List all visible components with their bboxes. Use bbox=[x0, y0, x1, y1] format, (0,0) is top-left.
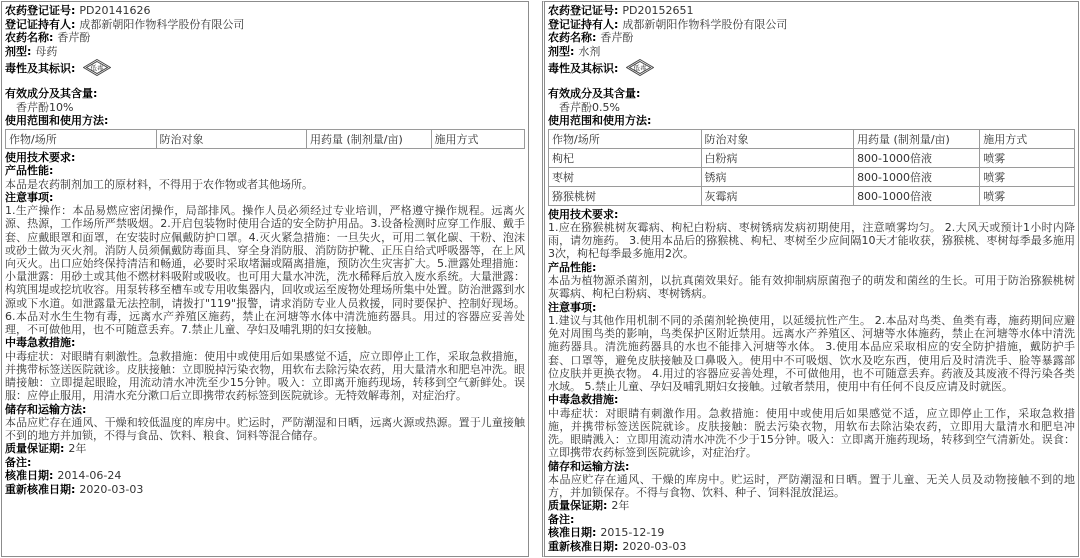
first-aid-text: 中毒症状：对眼睛有刺激性。急救措施：使用中或使用后如果感觉不适，应立即停止工作，采取急救措施，并携带标签送医院就诊。皮肤接触：立即脱掉污染衣物，用软布去除污染农药，用大量清水和肥皂冲洗。眼睛接触：立即提起眼睑，用流动清水冲洗至少15分钟。吸入：立即离开施药现场，转移到空气新鲜处。误服：应停止服用，用清水充分漱口后立即携带农药标签到医院就诊。无特效解毒剂，对症治疗。 bbox=[5, 349, 525, 403]
storage-heading: 储存和运输方法: bbox=[5, 402, 87, 416]
approval-date-value: 2014-06-24 bbox=[57, 469, 122, 483]
tech-requirements-heading: 使用技术要求: bbox=[5, 150, 76, 164]
reapproval-date-line bbox=[5, 483, 525, 497]
formulation-value: 水剂 bbox=[578, 44, 601, 58]
pesticide-name-line bbox=[5, 31, 525, 45]
reapproval-date-value: 2020-03-03 bbox=[622, 539, 687, 553]
pesticide-name-line bbox=[548, 31, 1075, 45]
usage-heading: 使用范围和使用方法: bbox=[548, 114, 652, 127]
toxicity-line bbox=[548, 58, 1075, 80]
column-header-dosage: 用药量 (制剂量/亩) bbox=[854, 129, 980, 148]
holder-value: 成都新朝阳作物科学股份有限公司 bbox=[622, 17, 788, 31]
tech-requirements-text: 1.应在猕猴桃树灰霉病、枸杞白粉病、枣树锈病发病初期使用，注意喷雾均匀。 2.大风天或预计1小时内降雨，请勿施药。 3.使用本品后的猕猴桃、枸杞、枣树至少应间隔10天才能收获，猕猴桃、枣树每季最多施用3次，枸杞每季最多施用2次。 bbox=[548, 221, 1075, 261]
formulation-line bbox=[5, 45, 525, 59]
remark-line bbox=[548, 513, 1075, 527]
approval-date-label: 核准日期: bbox=[5, 469, 54, 483]
ingredient-heading: 有效成分及其含量: bbox=[548, 87, 641, 100]
first-aid-text: 中毒症状：对眼睛有刺激作用。急救措施：使用中或使用后如果感觉不适，应立即停止工作，采取急救措施，并携带标签送医院就诊。皮肤接触：脱去污染衣物，用软布去除沾染农药，立即用大量清水和肥皂冲洗。眼睛溅入：立即用流动清水冲洗不少于15分钟。吸入：立即离开施药现场，转移到空气清新处。误食：立即携带农药标签到医院就诊，对症治疗。 bbox=[548, 406, 1075, 460]
toxicity-label: 毒性及其标识: bbox=[5, 62, 76, 76]
column-header-crop: 作物/场所 bbox=[6, 129, 157, 148]
remark-label: 备注: bbox=[548, 512, 575, 526]
usage-table-header-row bbox=[6, 129, 525, 148]
registration-number-value: PD20141626 bbox=[79, 4, 151, 17]
pesticide-name-value: 香芹酚 bbox=[57, 31, 91, 44]
holder-label: 登记证持有人: bbox=[5, 17, 76, 31]
column-header-dosage: 用药量 (制剂量/亩) bbox=[307, 129, 432, 148]
registration-number-line bbox=[5, 4, 525, 18]
storage-text: 本品应贮存在通风、干燥和较低温度的库房中。贮运时，严防潮湿和日晒，远离火源或热源。置于儿童接触不到的地方并加锁，不得与食品、饮料、粮食、饲料等混合储存。 bbox=[5, 416, 525, 443]
precautions-heading: 注意事项: bbox=[5, 190, 54, 204]
cell-target: 锈病 bbox=[701, 167, 854, 186]
cell-method: 喷雾 bbox=[980, 148, 1075, 167]
column-header-target: 防治对象 bbox=[156, 129, 307, 148]
approval-date-line bbox=[548, 526, 1075, 540]
first-aid-heading: 中毒急救措施: bbox=[548, 393, 619, 407]
reapproval-date-value: 2020-03-03 bbox=[79, 482, 144, 496]
registration-number-label: 农药登记证号: bbox=[548, 4, 619, 17]
cell-dosage: 800-1000倍液 bbox=[854, 167, 980, 186]
approval-date-line bbox=[5, 469, 525, 483]
holder-label: 登记证持有人: bbox=[548, 17, 619, 31]
storage-heading: 储存和运输方法: bbox=[548, 459, 630, 473]
precautions-heading: 注意事项: bbox=[548, 300, 597, 314]
pesticide-name-value: 香芹酚 bbox=[600, 31, 634, 44]
usage-table-row bbox=[549, 167, 1075, 186]
registration-number-line bbox=[548, 4, 1075, 18]
usage-table-row bbox=[549, 148, 1075, 167]
cell-method: 喷雾 bbox=[980, 186, 1075, 205]
remark-label: 备注: bbox=[5, 455, 32, 469]
low-toxicity-diamond-icon bbox=[626, 59, 654, 79]
formulation-line bbox=[548, 45, 1075, 59]
toxicity-label: 毒性及其标识: bbox=[548, 62, 619, 76]
usage-table bbox=[5, 129, 525, 149]
approval-date-value: 2015-12-19 bbox=[600, 526, 665, 540]
toxicity-badge-text: 低毒 bbox=[633, 63, 647, 72]
precautions-text: 1.建议与其他作用机制不同的杀菌剂轮换使用，以延缓抗性产生。 2.本品对鸟类、鱼类有毒，施药期间应避免对周围鸟类的影响，鸟类保护区附近禁用。远离水产养殖区、河塘等水体施药，禁止在河塘等水体中清洗施药器具。清洗施药器具的水也不能排入河塘等水体。 3.使用本品应采取相应的安全防护措施，戴防护手套、口罩等，避免皮肤接触及口鼻吸入。使用中不可吸烟、饮水及吃东西，使用后及时清洗手、脸等暴露部位皮肤并更换衣物。 4.用过的容器应妥善处理，不可做他用，也不可随意丢弃。药液及其废液不得污染各类水域。 5.禁止儿童、孕妇及哺乳期妇女接触。过敏者禁用，使用中有任何不良反应请及时就医。 bbox=[548, 314, 1075, 394]
product-performance-text: 本品是农药制剂加工的原材料，不得用于农作物或者其他场所。 bbox=[5, 177, 313, 191]
precautions-text: 1.生产操作：本品易燃应密闭操作，局部排风。操作人员必须经过专业培训，严格遵守操作规程。远离火源、热源，工作场所严禁吸烟。2.开启包装物时使用合适的安全防护用品。3.设备检测时应穿工作服、戴手套、应戴眼罩和面罩，在安装时应佩戴防护口罩。4.灭火紧急措施：一旦失火，可用二氧化碳、干粉、泡沫或砂土做为灭火剂。消防人员须佩戴防毒面具、穿全身消防服、消防防护靴、正压自给式呼吸器等，在上风向灭火。出口应始终保持清洁和畅通，必要时采取堵漏或隔离措施，预防次生灾害扩大。5.泄露处理措施：小量泄露：用砂土或其他不燃材料吸附或吸收。也可用大量水冲洗，洗水稀释后放入废水系统。大量泄露：构筑围堤或挖坑收容。用泵转移至槽车或专用收集器内，回收或运至废物处理场所集中处置。防治泄露到水源或下水道。如泄露量无法控制，请拨打"119"报警，请求消防专业人员救援，同时要保护、控制好现场。6.本品对水生生物有毒，远离水产养殖区施药，禁止在河塘等水体中清洗施药器具。用过的容器应妥善处理，不可做他用，也不可随意丢弃。7.禁止儿童、孕妇及哺乳期的妇女接触。 bbox=[5, 204, 525, 337]
warranty-value: 2年 bbox=[611, 499, 630, 513]
reapproval-date-line bbox=[548, 540, 1075, 554]
approval-date-label: 核准日期: bbox=[548, 526, 597, 540]
registration-number-label: 农药登记证号: bbox=[5, 4, 76, 17]
first-aid-heading: 中毒急救措施: bbox=[5, 336, 76, 350]
column-header-method: 施用方式 bbox=[980, 129, 1075, 148]
cell-target: 白粉病 bbox=[701, 148, 854, 167]
cell-target: 灰霉病 bbox=[701, 186, 854, 205]
product-performance-text: 本品为植物源杀菌剂，以抗真菌效果好。能有效抑制病原菌孢子的萌发和菌丝的生长。可用于防治猕猴桃树灰霉病、枸杞白粉病、枣树锈病。 bbox=[548, 274, 1075, 301]
usage-table-header-row bbox=[549, 129, 1075, 148]
usage-heading: 使用范围和使用方法: bbox=[5, 114, 109, 127]
column-header-method: 施用方式 bbox=[431, 129, 524, 148]
pesticide-name-label: 农药名称: bbox=[5, 31, 54, 44]
usage-table-row bbox=[549, 186, 1075, 205]
registration-panel-right bbox=[542, 1, 1079, 557]
cell-crop: 猕猴桃树 bbox=[549, 186, 702, 205]
registration-number-value: PD20152651 bbox=[622, 4, 694, 17]
cell-crop: 枸杞 bbox=[549, 148, 702, 167]
product-performance-heading: 产品性能: bbox=[548, 260, 597, 274]
toxicity-badge-text: 低毒 bbox=[90, 63, 104, 72]
storage-text: 本品应贮存在通风、干燥的库房中。贮运时，严防潮湿和日晒。置于儿童、无关人员及动物接触不到的地方，并加锁保存。不得与食物、饮料、种子、饲料混放混运。 bbox=[548, 473, 1075, 500]
holder-line bbox=[5, 18, 525, 32]
column-header-crop: 作物/场所 bbox=[549, 129, 702, 148]
warranty-line bbox=[548, 499, 1075, 513]
toxicity-line bbox=[5, 58, 525, 80]
cell-method: 喷雾 bbox=[980, 167, 1075, 186]
cell-crop: 枣树 bbox=[549, 167, 702, 186]
product-performance-heading: 产品性能: bbox=[5, 164, 54, 177]
warranty-value: 2年 bbox=[68, 442, 87, 456]
holder-line bbox=[548, 18, 1075, 32]
reapproval-date-label: 重新核准日期: bbox=[5, 482, 76, 496]
remark-line bbox=[5, 456, 525, 470]
usage-table bbox=[548, 129, 1075, 206]
ingredient-heading: 有效成分及其含量: bbox=[5, 87, 98, 100]
ingredient-value: 香芹酚10% bbox=[16, 100, 74, 114]
warranty-line bbox=[5, 442, 525, 456]
reapproval-date-label: 重新核准日期: bbox=[548, 539, 619, 553]
ingredient-value: 香芹酚0.5% bbox=[559, 100, 620, 114]
formulation-value: 母药 bbox=[35, 44, 58, 58]
pesticide-name-label: 农药名称: bbox=[548, 31, 597, 44]
column-header-target: 防治对象 bbox=[701, 129, 854, 148]
cell-dosage: 800-1000倍液 bbox=[854, 186, 980, 205]
formulation-label: 剂型: bbox=[5, 44, 32, 58]
warranty-label: 质量保证期: bbox=[5, 442, 65, 456]
tech-requirements-heading: 使用技术要求: bbox=[548, 207, 619, 221]
cell-dosage: 800-1000倍液 bbox=[854, 148, 980, 167]
formulation-label: 剂型: bbox=[548, 44, 575, 58]
registration-panel-left bbox=[1, 1, 529, 557]
holder-value: 成都新朝阳作物科学股份有限公司 bbox=[79, 17, 245, 31]
low-toxicity-diamond-icon bbox=[83, 59, 111, 79]
warranty-label: 质量保证期: bbox=[548, 499, 608, 513]
